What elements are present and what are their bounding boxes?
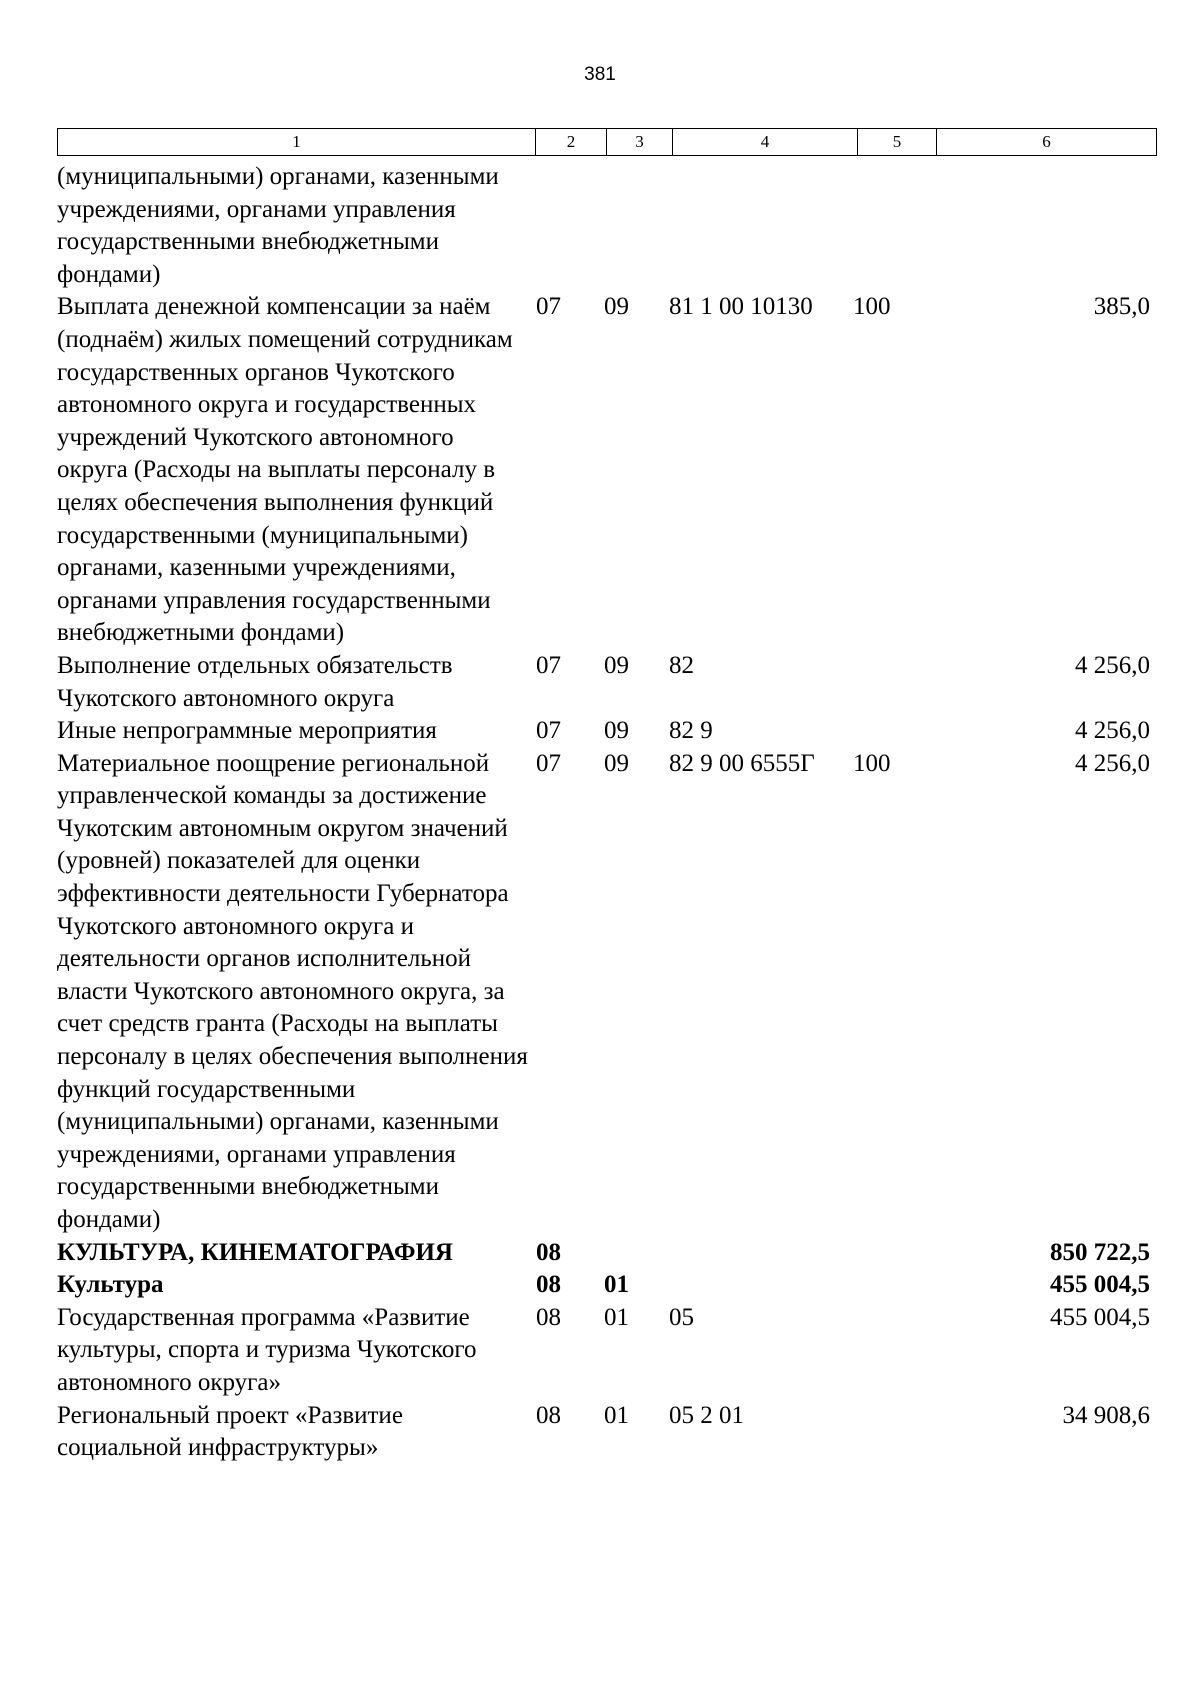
row-amount: 34 908,6 xyxy=(1062,1401,1150,1429)
row-expense-type-code xyxy=(853,1400,931,1465)
budget-table xyxy=(57,161,1150,1465)
row-subsection-code: 01 xyxy=(604,1303,629,1331)
table-row xyxy=(57,1269,1150,1302)
row-name: КУЛЬТУРА, КИНЕМАТОГРАФИЯ xyxy=(57,1238,453,1266)
row-subsection-code xyxy=(604,1237,669,1270)
row-name: (муниципальными) органами, казенными учреждениями, органами управления государственными внебюджетными фондами) xyxy=(57,163,499,288)
row-section-code: 08 xyxy=(536,1238,561,1266)
column-header-1: 1 xyxy=(58,129,536,156)
row-expense-type-code xyxy=(853,1269,931,1302)
table-row xyxy=(57,1237,1150,1270)
row-target-article-code: 81 1 00 10130 xyxy=(669,293,813,321)
row-expense-type-code xyxy=(853,161,931,291)
table-row xyxy=(57,715,1150,748)
row-name: Региональный проект «Развитие социальной инфраструктуры» xyxy=(57,1401,403,1462)
row-name: Материальное поощрение региональной управленческой команды за достижение Чукотским автономным округом значений (уровней) показателей для оценки эффективности деятельности Губернатора Чукотского автономного округа и деятельности органов исполнительной власти Чукотского автономного округа, за счет средств гранта (Расходы на выплаты персоналу в целях обеспечения выполнения функций государственными (муниципальными) органами, казенными учреждениями, органами управления государственными внебюджетными фондами) xyxy=(57,749,528,1233)
table-row xyxy=(57,161,1150,291)
column-header-4: 4 xyxy=(673,129,858,156)
row-name: Культура xyxy=(57,1271,164,1299)
row-subsection-code: 09 xyxy=(604,717,629,745)
row-section-code: 07 xyxy=(536,651,561,679)
table-row xyxy=(57,291,1150,650)
row-name: Выплата денежной компенсации за наём (поднаём) жилых помещений сотрудникам государственных органов Чукотского автономного округа и государственных учреждений Чукотского автономного округа (Расходы на выплаты персоналу в целях обеспечения выполнения функций государственными (муниципальными) органами, казенными учреждениями, органами управления государственными внебюджетными фондами) xyxy=(57,293,513,647)
row-expense-type-code xyxy=(853,650,931,715)
row-section-code: 07 xyxy=(536,717,561,745)
row-expense-type-code xyxy=(853,715,931,748)
row-section-code: 08 xyxy=(536,1271,561,1299)
row-expense-type-code: 100 xyxy=(853,749,891,777)
row-target-article-code: 05 xyxy=(669,1303,694,1331)
row-target-article-code xyxy=(669,1269,853,1302)
row-target-article-code xyxy=(669,1237,853,1270)
row-section-code xyxy=(534,161,604,291)
row-expense-type-code xyxy=(853,1302,931,1400)
row-expense-type-code xyxy=(853,1237,931,1270)
row-amount xyxy=(931,161,1150,291)
row-name: Выполнение отдельных обязательств Чукотского автономного округа xyxy=(57,651,453,712)
row-subsection-code xyxy=(604,161,669,291)
row-target-article-code: 82 9 xyxy=(669,717,713,745)
table-row xyxy=(57,1400,1150,1465)
row-target-article-code: 82 9 00 6555Г xyxy=(669,749,815,777)
column-header-2: 2 xyxy=(536,129,607,156)
row-amount: 4 256,0 xyxy=(1075,749,1150,777)
column-header-table xyxy=(57,128,1157,156)
column-header-row xyxy=(58,129,1157,156)
table-row xyxy=(57,650,1150,715)
column-header-3: 3 xyxy=(607,129,673,156)
row-target-article-code xyxy=(669,161,853,291)
row-subsection-code: 09 xyxy=(604,293,629,321)
row-amount: 455 004,5 xyxy=(1050,1303,1150,1331)
column-header-6: 6 xyxy=(937,129,1157,156)
row-subsection-code: 09 xyxy=(604,651,629,679)
row-amount: 4 256,0 xyxy=(1075,717,1150,745)
row-subsection-code: 01 xyxy=(604,1271,629,1299)
table-row xyxy=(57,1302,1150,1400)
row-expense-type-code: 100 xyxy=(853,293,891,321)
page-number: 381 xyxy=(584,64,616,85)
column-header-5: 5 xyxy=(858,129,937,156)
row-amount: 455 004,5 xyxy=(1050,1271,1150,1299)
row-name: Государственная программа «Развитие культуры, спорта и туризма Чукотского автономного округа» xyxy=(57,1303,477,1396)
row-section-code: 07 xyxy=(536,749,561,777)
row-section-code: 08 xyxy=(536,1401,561,1429)
row-amount: 385,0 xyxy=(1093,293,1150,321)
row-amount: 850 722,5 xyxy=(1050,1238,1150,1266)
row-subsection-code: 09 xyxy=(604,749,629,777)
row-section-code: 08 xyxy=(536,1303,561,1331)
row-target-article-code: 05 2 01 xyxy=(669,1401,744,1429)
budget-table-body xyxy=(57,161,1150,1465)
row-section-code: 07 xyxy=(536,293,561,321)
row-name: Иные непрограммные мероприятия xyxy=(57,717,437,745)
row-target-article-code: 82 xyxy=(669,651,694,679)
row-amount: 4 256,0 xyxy=(1075,651,1150,679)
table-row xyxy=(57,748,1150,1237)
row-subsection-code: 01 xyxy=(604,1401,629,1429)
